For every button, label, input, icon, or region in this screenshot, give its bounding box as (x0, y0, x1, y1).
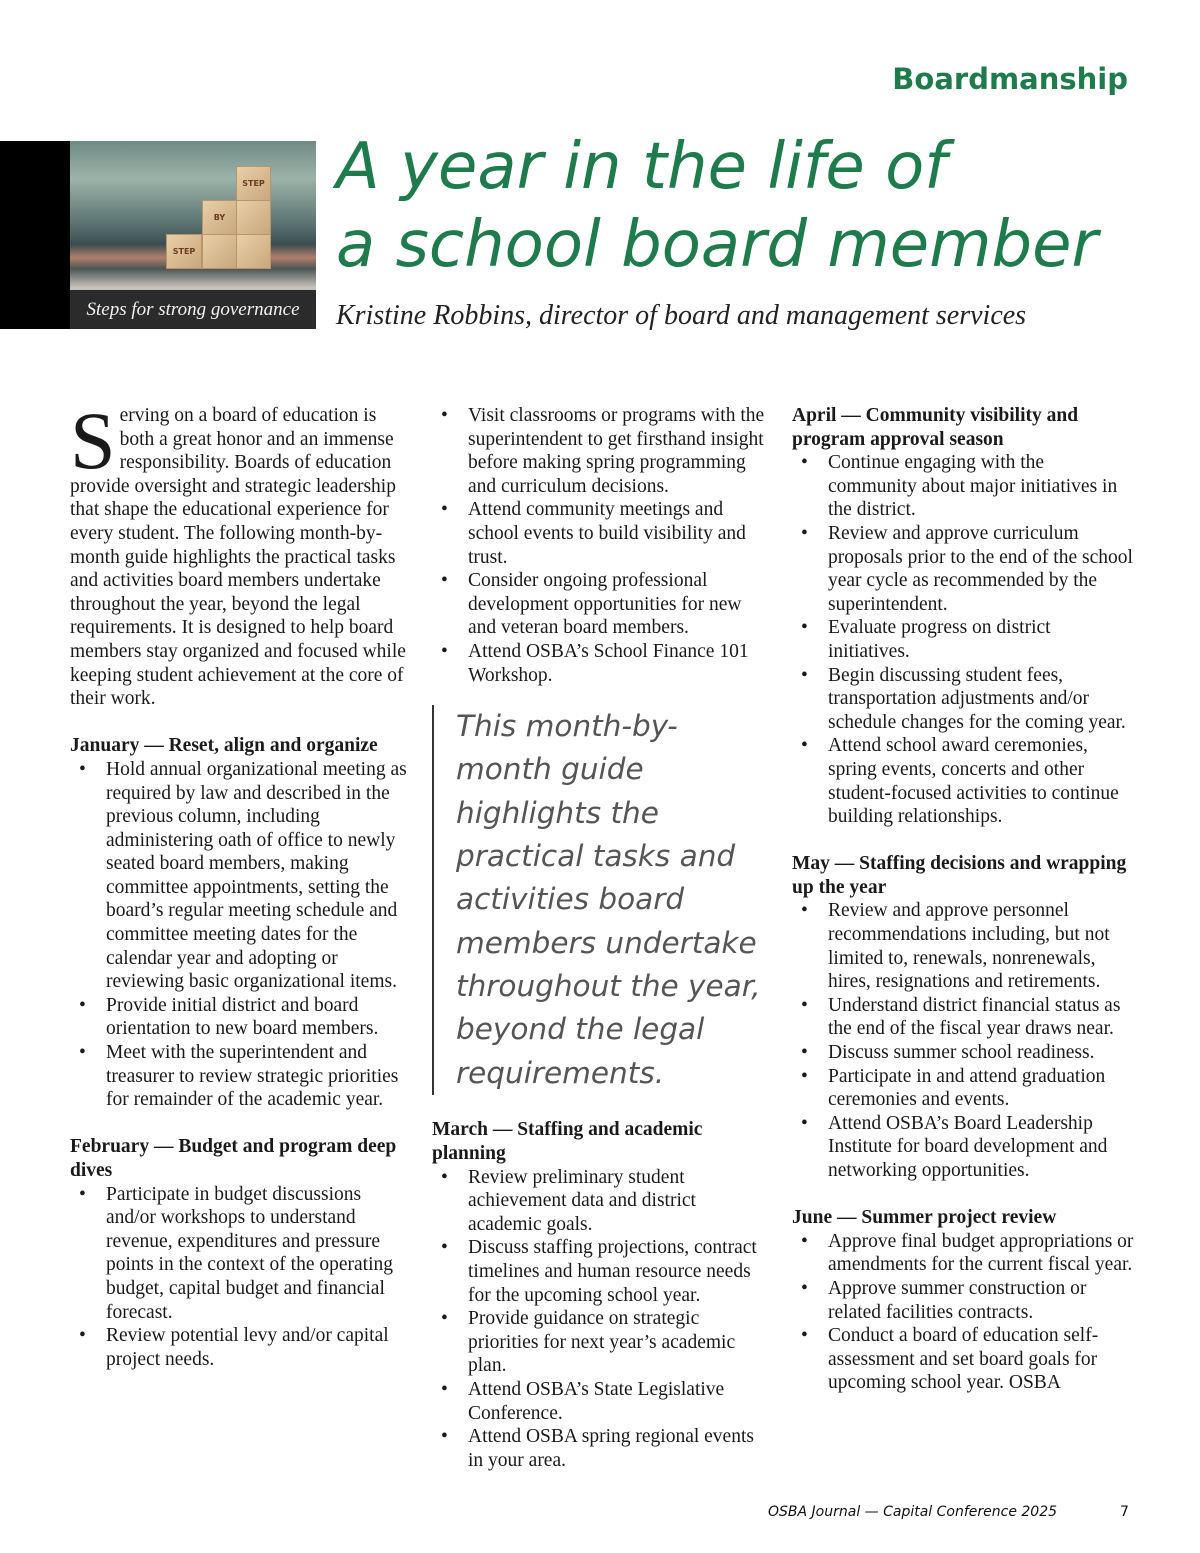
article-title (336, 128, 1098, 284)
header-photo (70, 141, 316, 329)
list-item: • Evaluate progress on district initiatives. (828, 616, 1137, 663)
list-item: • Provide initial district and board orientation to new board members. (106, 994, 410, 1041)
page-number: 7 (1120, 1504, 1129, 1520)
month-section (792, 852, 1137, 1182)
list-item: • Consider ongoing professional development opportunities for new and veteran board members. (468, 569, 772, 640)
intro-text: erving on a board of education is both a great honor and an immense responsibility. Boards of education provide oversight and strategic leadership that shape the educational experience for every student. The following month-by-month guide highlights the practical tasks and activities board members undertake throughout the year, beyond the legal requirements. It is designed to help board members stay organized and focused while keeping student achievement at the core of their work. (70, 405, 406, 710)
photo-block (202, 234, 237, 269)
list-item: • Discuss staffing projections, contract timelines and human resource needs for the upcoming school year. (468, 1236, 772, 1307)
list-item: • Attend community meetings and school events to build visibility and trust. (468, 498, 772, 569)
pull-quote: This month-by-month guide highlights the practical tasks and activities board members undertake throughout the year, beyond the legal requirements. (432, 705, 772, 1095)
photo-block: STEP (236, 166, 271, 201)
section-heading: February — Budget and program deep dives (70, 1136, 397, 1181)
month-section (70, 734, 410, 1112)
list-item: • Review preliminary student achievement data and district academic goals. (468, 1166, 772, 1237)
bullet-list (432, 404, 772, 687)
photo-block (236, 234, 271, 269)
month-section (432, 404, 772, 687)
section-heading: January — Reset, align and organize (70, 735, 378, 757)
photo-block: BY (202, 200, 237, 235)
list-item: • Approve summer construction or related facilities contracts. (828, 1277, 1137, 1324)
list-item: • Attend OSBA’s State Legislative Conference. (468, 1378, 772, 1425)
bullet-list (70, 1183, 410, 1372)
list-item: • Approve final budget appropriations or amendments for the current fiscal year. (828, 1230, 1137, 1277)
intro-paragraph (70, 395, 410, 711)
bullet-list (70, 758, 410, 1112)
photo-caption: Steps for strong governance (70, 290, 316, 329)
list-item: • Visit classrooms or programs with the superintendent to get firsthand insight before making spring programming and curriculum decisions. (468, 404, 772, 498)
list-item: • Review and approve personnel recommendations including, but not limited to, renewals, nonrenewals, hires, resignations and retirements. (828, 899, 1137, 993)
bullet-list (432, 1166, 772, 1473)
byline: Kristine Robbins, director of board and management services (336, 300, 1027, 331)
month-section (432, 1118, 772, 1472)
list-item: • Participate in and attend graduation ceremonies and events. (828, 1065, 1137, 1112)
section-heading: March — Staffing and academic planning (432, 1119, 703, 1164)
bullet-list (792, 451, 1137, 829)
photo-block (236, 200, 271, 235)
column-1 (70, 395, 410, 1371)
list-item: • Hold annual organizational meeting as required by law and described in the previous column, including administering oath of office to newly seated board members, making committee appointments, setting the board’s regular meeting schedule and committee meeting dates for the calendar year and adopting or reviewing basic organizational items. (106, 758, 410, 994)
list-item: • Review potential levy and/or capital project needs. (106, 1324, 410, 1371)
month-section (792, 404, 1137, 829)
list-item: • Review and approve curriculum proposals prior to the end of the school year cycle as recommended by the superintendent. (828, 522, 1137, 616)
list-item: • Participate in budget discussions and/or workshops to understand revenue, expenditures and pressure points in the context of the operating budget, capital budget and financial forecast. (106, 1183, 410, 1325)
list-item: • Conduct a board of education self-assessment and set board goals for upcoming school year. OSBA (828, 1324, 1137, 1395)
list-item: • Attend OSBA spring regional events in your area. (468, 1425, 772, 1472)
list-item: • Understand district financial status as the end of the fiscal year draws near. (828, 994, 1137, 1041)
list-item: • Discuss summer school readiness. (828, 1041, 1137, 1065)
section-heading: June — Summer project review (792, 1207, 1057, 1229)
month-section (70, 1135, 410, 1371)
title-line: A year in the life of (336, 130, 947, 204)
bullet-list (792, 1230, 1137, 1395)
column-2 (432, 404, 772, 1472)
photo-block: STEP (166, 234, 202, 269)
bullet-list (792, 899, 1137, 1182)
footer-publication: OSBA Journal — Capital Conference 2025 (768, 1504, 1058, 1520)
list-item: • Meet with the superintendent and treasurer to review strategic priorities for remainder of the academic year. (106, 1041, 410, 1112)
list-item: • Attend school award ceremonies, spring events, concerts and other student-focused activities to continue building relationships. (828, 734, 1137, 828)
section-heading: April — Community visibility and program approval season (792, 405, 1079, 450)
section-tag: Boardmanship (892, 62, 1128, 96)
list-item: • Attend OSBA’s School Finance 101 Workshop. (468, 640, 772, 687)
list-item: • Begin discussing student fees, transportation adjustments and/or schedule changes for the coming year. (828, 664, 1137, 735)
column-3 (792, 404, 1137, 1395)
list-item: • Attend OSBA’s Board Leadership Institute for board development and networking opportunities. (828, 1112, 1137, 1183)
drop-cap: S (70, 395, 116, 486)
section-heading: May — Staffing decisions and wrapping up the year (792, 853, 1127, 898)
month-section (792, 1206, 1137, 1395)
list-item: • Provide guidance on strategic priorities for next year’s academic plan. (468, 1307, 772, 1378)
title-line: a school board member (336, 208, 1098, 282)
image-side-bar (0, 141, 70, 329)
list-item: • Continue engaging with the community about major initiatives in the district. (828, 451, 1137, 522)
